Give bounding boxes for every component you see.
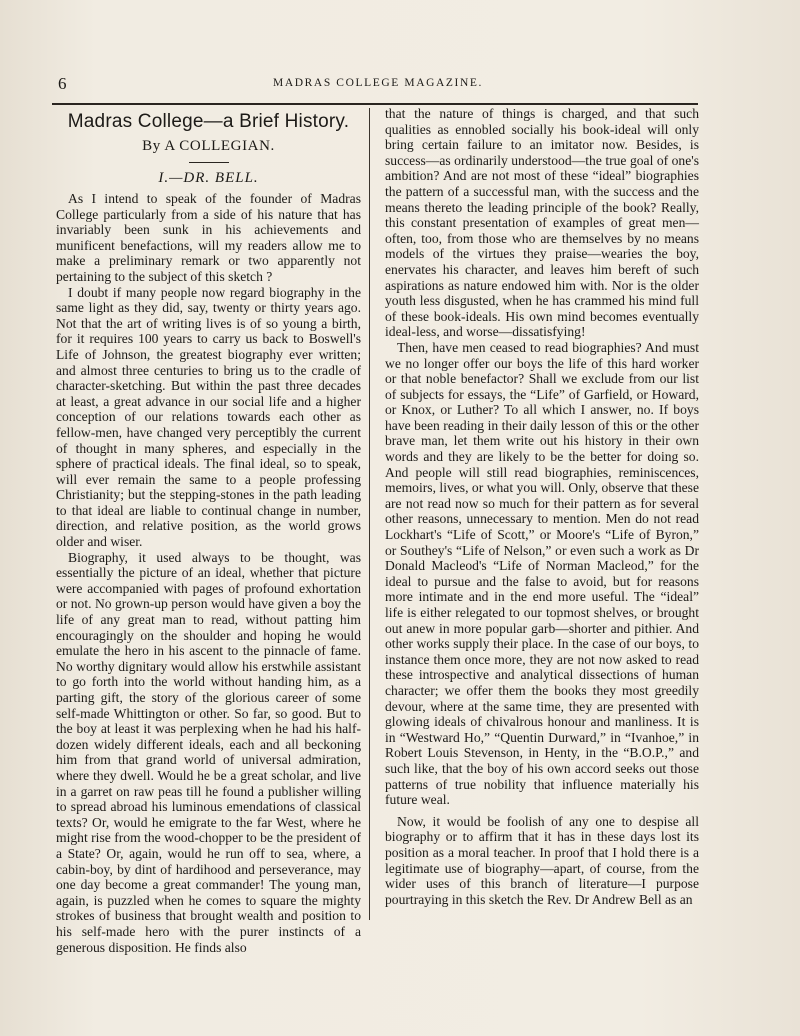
running-head bbox=[58, 74, 698, 96]
article-byline: By A COLLEGIAN. bbox=[142, 138, 275, 154]
column-divider bbox=[369, 108, 370, 920]
paragraph: As I intend to speak of the founder of Madras College particularly from a side of his nature that has invariably been sunk in his achievements and munificent benefactions, will my readers allow me to make a preliminary remark or two apparently not pertaining to the subject of this sketch ? bbox=[56, 191, 361, 284]
section-heading: I.—DR. BELL. bbox=[158, 170, 259, 186]
paragraph: Now, it would be foolish of any one to despise all biography or to affirm that it has in these days lost its position as a moral teacher. In proof that I hold there is a legitimate use of biography—apart, of course, from the wider uses of this branch of literature—I purpose pourtraying in this sketch the Rev. Dr Andrew Bell as an bbox=[385, 813, 699, 907]
left-column bbox=[56, 106, 361, 955]
right-column bbox=[385, 106, 699, 907]
paragraph: I doubt if many people now regard biography in the same light as they did, say, twenty or thirty years ago. Not that the art of writing lives is of so young a birth, for it requires 100 years to carry us back to Boswell's Life of Johnson, the greatest biography ever written; and almost three centuries to bring us to the cradle of character-sketching. But within the past three decades at least, a great advance in our social life and a higher conception of our relations towards each other as fellow-men, have changed very perceptibly the current of thought in many spheres, and especially in the sphere of practical ideals. The final ideal, so to speak, will ever remain the same to a people professing Christianity; but the stepping-stones in the path leading to that ideal are liable to continual change in number, direction, and relative position, as the world grows older and wiser. bbox=[56, 284, 361, 550]
paragraph: Then, have men ceased to read biographies? And must we no longer offer our boys the life of this hard worker or that noble benefactor? Shall we exclude from our list of subjects for essays, the “Life” of Garfield, or Howard, or Knox, or Luther? To all which I answer, no. If boys have been reading in their daily lesson of this or the other brave man, let them write out his history in their own words and they are likely to be the better for doing so. And people will still read biographies, reminiscences, memoirs, lives, or what you will. Only, observe that these are not read now so much for their pattern as for several other reasons, unnecessary to mention. Men do not read Lockhart's “Life of Scott,” or Moore's “Life of Byron,” or Southey's “Life of Nelson,” or even such a work as Dr Donald Macleod's “Life of Norman Macleod,” for the ideal to pursue and the false to avoid, but for reasons more intimate and in the end more useful. The “ideal” life is either relegated to our topmost shelves, or brought out anew in more popular garb—shorter and pithier. And other works supply their place. In the case of our boys, to instance them once more, they are not now asked to read these introspective and analytical dissections of human character; we offer them the books they most greedily devour, where at the same time, they are presented with glowing ideals of chivalrous honour and manliness. It is in “Westward Ho,” “Quentin Durward,” in “Ivanhoe,” in Robert Louis Stevenson, in Henty, in the “B.O.P.,” and such like, that the boy of his own accord seeks out those patterns of true nobility that influence materially his future weal. bbox=[385, 339, 699, 808]
page-number: 6 bbox=[58, 74, 67, 93]
header-rule bbox=[52, 103, 698, 105]
paragraph: Biography, it used always to be thought, was essentially the picture of an ideal, whether that picture were accompanied with pages of profound exhortation or not. No grown-up person would have given a boy the life of any great man to read, without patting him encouragingly on the shoulder and hoping he would emulate the hero in his ascent to the pinnacle of fame. No worthy dignitary would allow his erstwhile assistant to go forth into the world without handing him, as a parting gift, the story of the glorious career of some self-made Whittington or other. So far, so good. But to the boy at least it was perplexing when he had his half-dozen widely different ideals, each and all beckoning him from that grand world of universal admiration, where they dwell. Would he be a great scholar, and live in a garret on raw peas till he found a publisher willing to spread abroad his luminous emendations of classical texts? Or, would he emigrate to the far West, where he might rise from the wood-chopper to be the president of a State? Or, again, would he run off to sea, where, a cabin-boy, by dint of hardihood and perseverance, may one day become a great commander! The young man, again, is puzzled when he comes to square the mighty strokes of business that brought wealth and position to his self-made hero with the purer instincts of a generous disposition. He finds also bbox=[56, 549, 361, 955]
magazine-title: MADRAS COLLEGE MAGAZINE. bbox=[273, 77, 483, 89]
title-rule bbox=[189, 162, 229, 163]
paragraph: that the nature of things is charged, and that such qualities as ennobled socially his book-ideal will only bring certain failure to an imitator now. Besides, is success—as ordinarily understood—the true goal of one's ambition? And are not most of these “ideal” biographies the pattern of a successful man, with the success and the means thereto the leading principle of the book? Really, this constant presentation of examples of great men—often, too, from those who are themselves by no means models of the virtues they praise—wearies the boy, enervates his character, and leaves him bereft of such aspirations as nature endowed him with. Nor is the older youth less disgusted, when he has crammed his mind full of these book-ideals. His own mind becomes eventually ideal-less, and worse—dissatisfying! bbox=[385, 106, 699, 340]
article-title: Madras College—a Brief History. bbox=[67, 111, 350, 132]
